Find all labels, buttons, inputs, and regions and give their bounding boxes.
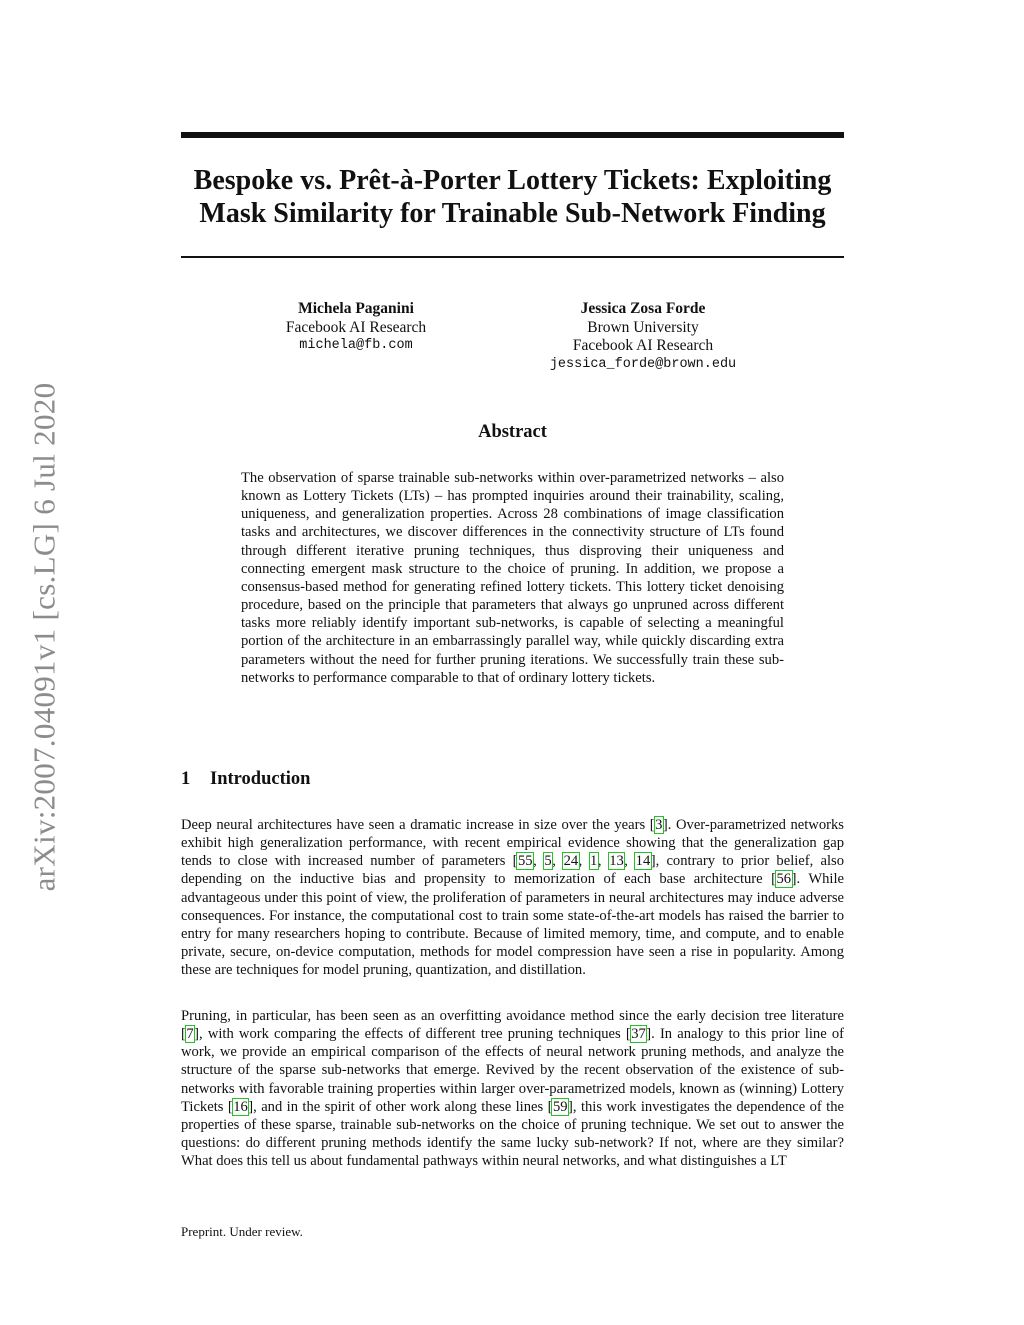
section-number: 1 [181, 769, 191, 789]
citation-link[interactable]: 1 [590, 853, 598, 870]
author-email: jessica_forde@brown.edu [549, 356, 737, 372]
paragraph-text: ], this work investigates the dependence of the properties of these sparse, trainable sub-networks on the choice of pruning technique. We set out to answer the questions: do different pruning methods identify the same lucky sub-network? If not, where are they similar? What does this tell us about fundamental pathways within neural networks, and what distinguishes a LT [181, 1098, 845, 1170]
intro-paragraph-2 [181, 1007, 844, 1170]
citation-link[interactable]: 13 [609, 853, 624, 870]
citation-link[interactable]: 5 [544, 853, 552, 870]
paragraph-text: ]. In analogy to this prior line of work, we provide an empirical comparison of the effects of neural network pruning methods, and analyze the structure of the sparse sub-networks that emerge. Revived by the recent observation of the existence of sub-networks with favorable training properties within larger over-parametrized models, known as (winning) Lottery Tickets [ [181, 1026, 844, 1115]
arxiv-identifier-text: arXiv:2007.04091v1 [cs.LG] 6 Jul 2020 [26, 382, 62, 891]
author-block-2 [512, 300, 774, 374]
paragraph-text: ], and in the spirit of other work along these lines [ [248, 1098, 553, 1115]
author-name: Michela Paganini [298, 300, 414, 317]
citation-link[interactable]: 37 [631, 1026, 646, 1043]
author-email: michela@fb.com [299, 338, 413, 353]
author-affiliation: Brown University [587, 318, 699, 336]
paragraph-text: ], with work comparing the effects of different tree pruning techniques [ [194, 1026, 631, 1043]
paragraph-text: ]. While advantageous under this point of view, the proliferation of parameters in neural architectures may induce adverse consequences. For instance, the computational cost to train some state-of-the-art models has raised the barrier to entry for many researchers hoping to contribute. Because of limited memory, time, and compute, and to enable private, secure, on-device computation, methods for model compression have seen a rise in popularity. Among these are techniques for model pruning, quantization, and distillation. [181, 871, 844, 979]
arxiv-identifier-stamp [0, 0, 88, 1325]
title-bottom-rule [181, 256, 844, 258]
paragraph-text: Pruning, in particular, has been seen as an overfitting avoidance method since the early decision tree literature [ [181, 1008, 844, 1043]
citation-link[interactable]: 3 [655, 817, 663, 833]
citation-link[interactable]: 24 [563, 853, 579, 870]
author-affiliation: Facebook AI Research [572, 337, 714, 354]
author-affiliation: Facebook AI Research [285, 318, 427, 336]
paragraph-text: Deep neural architectures have seen a dramatic increase in size over the years [ [181, 817, 655, 833]
citation-link[interactable]: 59 [552, 1098, 568, 1115]
section-title: Introduction [210, 769, 311, 789]
citation-link[interactable]: 55 [517, 853, 533, 870]
paragraph-text: ], contrary to prior belief, also depending on the inductive bias and propensity to memorization of each base architecture [ [181, 853, 845, 888]
citation-link[interactable]: 7 [186, 1026, 194, 1043]
paragraph-text: ]. Over-parametrized networks exhibit high generalization performance, with recent empirical evidence showing that the generalization gap tends to close with increased number of parameters [ [181, 817, 844, 870]
citation-link[interactable]: 14 [635, 853, 651, 870]
abstract-heading: Abstract [478, 422, 547, 442]
intro-paragraph-1: Deep neural architectures have seen a dramatic increase in size over the years [3]. Over-parametrized networks exhibit high generalization performance, with recent empirical evidence showing that the generalization gap tends to close with increased number of parameters [55, 5, 24, 1, 13, 14], contrary to prior belief, also depending on the inductive bias and propensity to memorization of each base architecture [56]. While advantageous under this point of view, the proliferation of parameters in neural architectures may induce adverse consequences. For instance, the computational cost to train some state-of-the-art models has raised the barrier to entry for many researchers hoping to contribute. Because of limited memory, time, and compute, and to enable private, secure, on-device computation, methods for model compression have seen a rise in popularity. Among these are techniques for model pruning, quantization, and distillation. [181, 817, 845, 979]
title-top-rule [181, 132, 844, 138]
citation-link[interactable]: 56 [776, 871, 792, 888]
citation-link[interactable]: 16 [233, 1098, 248, 1115]
footer-note: Preprint. Under review. [181, 1224, 303, 1239]
paper-title: Bespoke vs. Prêt-à-Porter Lottery Tickets: Exploiting Mask Similarity for Trainable Sub-Network Finding [193, 165, 832, 229]
abstract-text: The observation of sparse trainable sub-networks within over-parametrized networks – also known as Lottery Tickets (LTs) – has prompted inquiries around their trainability, scaling, uniqueness, and generalization properties. Across 28 combinations of image classification tasks and architectures, we discover differences in the connectivity structure of LTs found through different iterative pruning techniques, thus disproving their uniqueness and connecting emergent mask structure to the choice of pruning. In addition, we propose a consensus-based method for generating refined lottery tickets. This lottery ticket denoising procedure, based on the principle that parameters that always go unpruned across different tasks more reliably identify important sub-networks, is capable of selecting a meaningful portion of the architecture in an embarrassingly parallel way, while quickly discarding extra parameters without the need for further pruning iterations. We successfully train these sub-networks to performance comparable to that of ordinary lottery tickets. [241, 470, 784, 686]
author-block-1 [256, 300, 456, 356]
author-name: Jessica Zosa Forde [580, 300, 706, 317]
section-heading-introduction [181, 769, 310, 790]
